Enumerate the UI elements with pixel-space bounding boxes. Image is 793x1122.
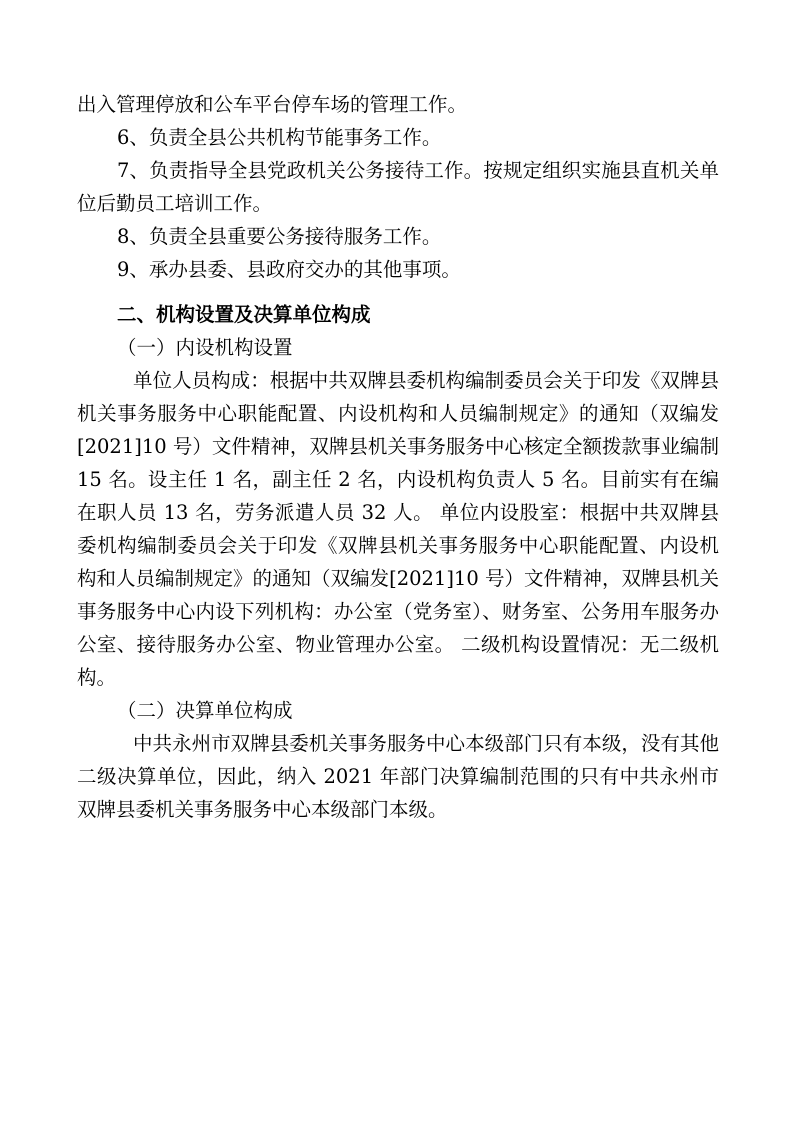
subsection-title-accounting: （二）决算单位构成 [117, 699, 293, 722]
section-heading: 二、机构设置及决算单位构成 [117, 303, 371, 326]
internal-structure-paragraph: 单位人员构成：根据中共双牌县委机构编制委员会关于印发《双牌县机关事务服务中心职能配置、内设机构和人员编制规定》的通知（双编发[2021]10 号）文件精神，双牌县机关事务服务中心核定全额拨款事业编制 15 名。设主任 1 名，副主任 2 名，内设机构负责人 5 名。目前实有在编在职人员 13 名，劳务派遣人员 32 人。 单位内设股室：根据中共双牌县委机构编制委员会关于印发《双牌县机关事务服务中心职能配置、内设机构和人员编制规定》的通知（双编发[2021]10 号）文件精神，双牌县机关事务服务中心内设下列机构：办公室（党务室）、财务室、公务用车服务办公室、接待服务办公室、物业管理办公室。 二级机构设置情况：无二级机构。 [77, 369, 719, 689]
subsection-title-internal: （一）内设机构设置 [117, 336, 293, 359]
duty-item-7: 7、负责指导全县党政机关公务接待工作。按规定组织实施县直机关单位后勤员工培训工作。 [77, 159, 719, 215]
duty-item-9: 9、承办县委、县政府交办的其他事项。 [117, 258, 461, 281]
accounting-units-paragraph: 中共永州市双牌县委机关事务服务中心本级部门只有本级，没有其他二级决算单位，因此，纳入 2021 年部门决算编制范围的只有中共永州市双牌县委机关事务服务中心本级部门本级。 [77, 732, 719, 821]
document-page [77, 88, 719, 826]
duty-item-8: 8、负责全县重要公务接待服务工作。 [117, 225, 442, 248]
duty-item-6: 6、负责全县公共机构节能事务工作。 [117, 126, 442, 149]
continuation-paragraph: 出入管理停放和公车平台停车场的管理工作。 [77, 93, 468, 116]
